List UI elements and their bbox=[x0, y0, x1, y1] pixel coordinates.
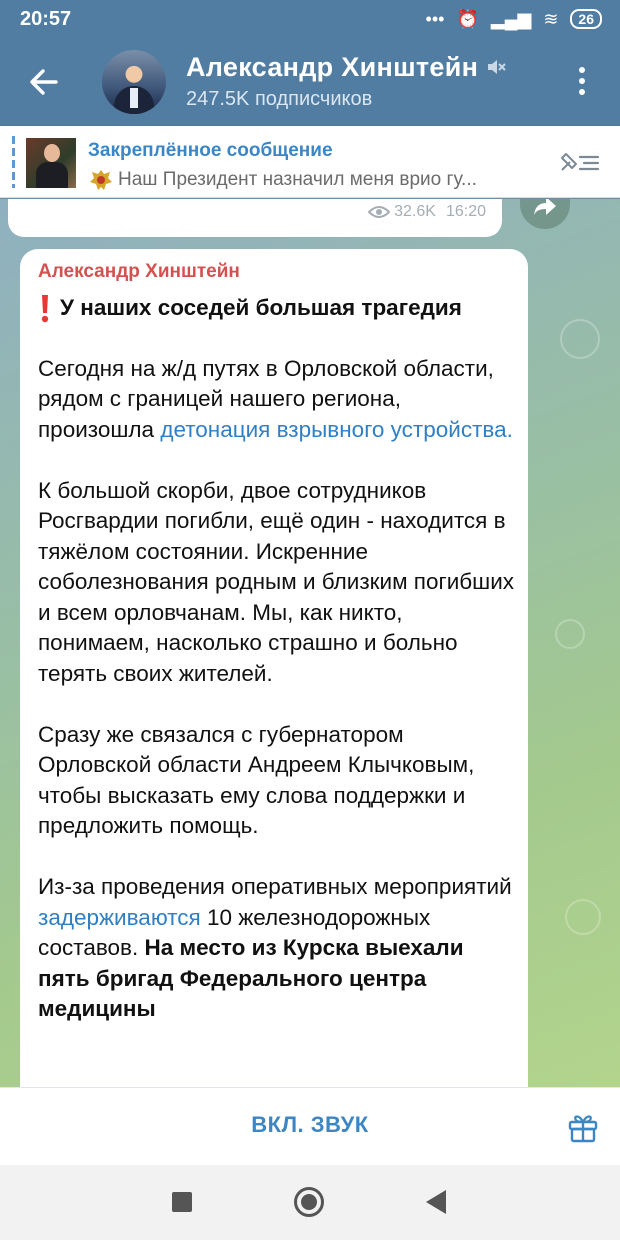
pinned-message[interactable] bbox=[0, 126, 620, 198]
share-icon bbox=[532, 199, 558, 217]
paragraph-1-text: Сегодня на ж/д путях в Орловской области, рядом с границей нашего региона, произошла bbox=[38, 355, 494, 442]
pinned-thumbnail bbox=[26, 138, 76, 188]
pin-list-icon[interactable] bbox=[556, 148, 602, 178]
exclamation-icon bbox=[38, 293, 52, 323]
paragraph-4-text-2: 10 железнодорожных составов. bbox=[38, 904, 431, 960]
bottom-bar bbox=[0, 1087, 620, 1165]
avatar-shirt bbox=[130, 88, 138, 108]
emblem-icon bbox=[88, 168, 114, 192]
message-author[interactable]: Александр Хинштейн bbox=[38, 261, 240, 282]
view-count: 32.6K bbox=[394, 203, 436, 220]
message-time: 16:20 bbox=[445, 203, 486, 220]
share-button[interactable] bbox=[520, 199, 570, 229]
alarm-off-icon: ⏰ bbox=[456, 9, 479, 29]
status-icons bbox=[426, 8, 602, 30]
app-header bbox=[0, 0, 620, 126]
chat-area[interactable] bbox=[0, 199, 620, 1087]
message-meta bbox=[368, 203, 486, 221]
message-body bbox=[38, 293, 518, 1055]
subscriber-count: 247.5K подписчиков bbox=[186, 88, 373, 110]
more-vertical-icon[interactable] bbox=[570, 64, 594, 98]
paragraph-4-bold: На место из Курска выехали пять бригад Федерального центра медицины bbox=[38, 935, 464, 1021]
previous-message-bubble[interactable] bbox=[8, 199, 502, 237]
status-time: 20:57 bbox=[20, 8, 72, 30]
dots-icon: ••• bbox=[425, 9, 445, 29]
paragraph-4-text: Из-за проведения оперативных мероприятий bbox=[38, 874, 512, 899]
status-bar bbox=[0, 0, 620, 38]
eye-icon bbox=[368, 205, 390, 219]
paragraph-3: Сразу же связался с губернатором Орловской области Андреем Клычковым, чтобы высказать ему слова поддержки и предложить помощь. bbox=[38, 721, 475, 838]
paragraph-4 bbox=[38, 872, 518, 1025]
channel-title[interactable]: Александр Хинштейн bbox=[186, 52, 479, 82]
recents-button[interactable] bbox=[172, 1192, 192, 1212]
headline-text: У наших соседей большая трагедия bbox=[60, 295, 462, 320]
pinned-title: Закреплённое сообщение bbox=[88, 140, 333, 161]
nav-back-button[interactable] bbox=[426, 1190, 446, 1214]
pinned-indicator bbox=[12, 136, 15, 188]
signal-icon: ▂▄▆ bbox=[490, 9, 532, 29]
wallpaper-doodle bbox=[555, 619, 585, 649]
pinned-text: Наш Президент назначил меня врио гу... bbox=[118, 169, 477, 190]
home-button[interactable] bbox=[294, 1187, 324, 1217]
paragraph-2: К большой скорби, двое сотрудников Росгвардии погибли, ещё один - находится в тяжёлом состоянии. Искренние соболезнования родным и близким погибших и всем орловчанам. Мы, как никто, понимаем, насколько страшно и больно терять своих жителей. bbox=[38, 477, 515, 686]
unmute-button[interactable]: ВКЛ. ЗВУК bbox=[251, 1112, 369, 1137]
message-headline bbox=[38, 293, 518, 324]
wallpaper-doodle bbox=[565, 899, 601, 935]
pinned-preview bbox=[88, 168, 477, 192]
paragraph-1 bbox=[38, 354, 518, 446]
wallpaper-doodle bbox=[560, 319, 600, 359]
gift-icon[interactable] bbox=[566, 1110, 600, 1144]
back-arrow-icon[interactable] bbox=[26, 64, 62, 100]
link-delayed[interactable]: задерживаются bbox=[38, 904, 201, 930]
wifi-icon: ≋ bbox=[543, 9, 559, 29]
message-bubble[interactable] bbox=[20, 249, 528, 1087]
link-detonation[interactable]: детонация взрывного устройства. bbox=[160, 416, 513, 442]
mute-icon bbox=[485, 56, 507, 78]
system-nav-bar bbox=[0, 1165, 620, 1240]
battery-icon: 26 bbox=[570, 9, 602, 29]
channel-avatar[interactable] bbox=[102, 50, 166, 114]
